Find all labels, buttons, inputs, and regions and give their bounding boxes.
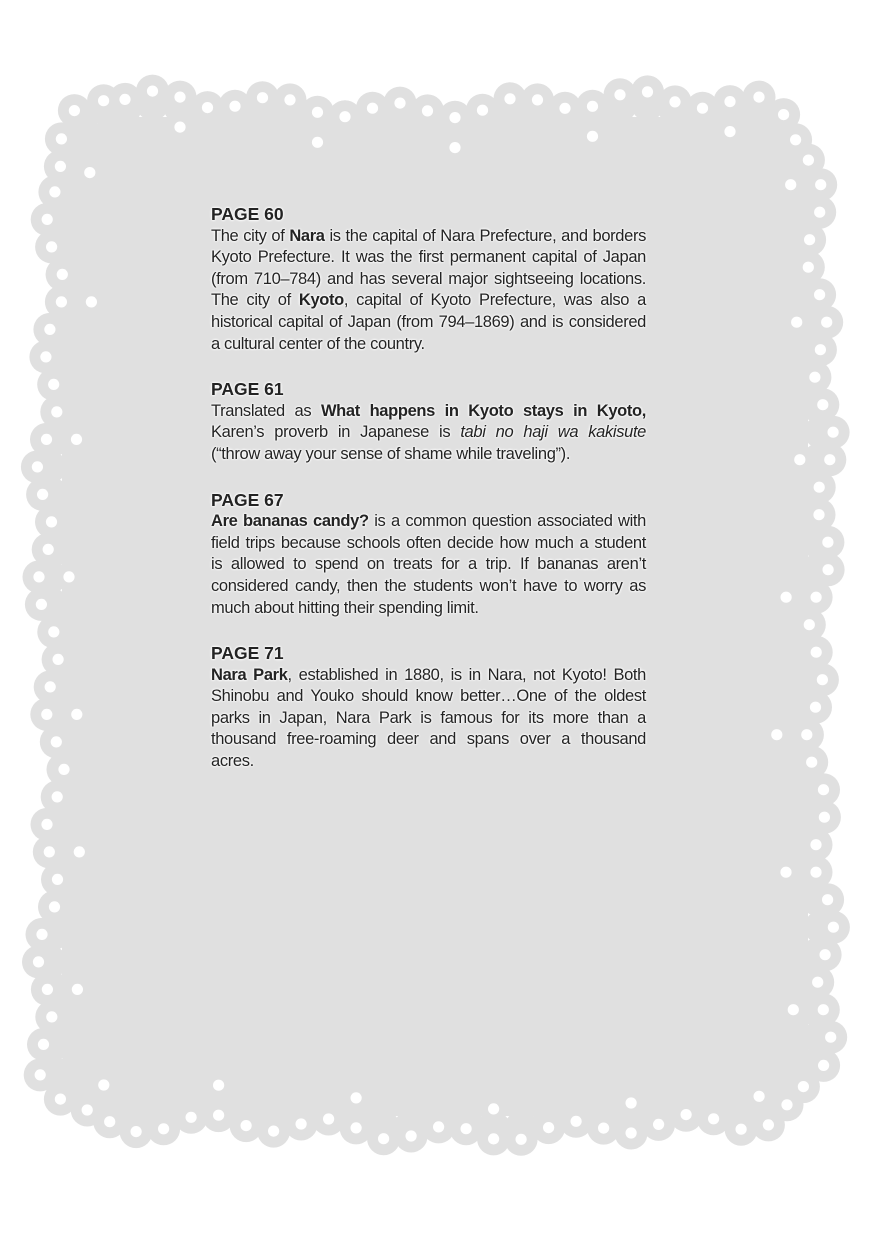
page-heading: PAGE 60 — [211, 204, 284, 224]
page-heading: PAGE 61 — [211, 379, 284, 400]
note-section-page-67 — [211, 490, 646, 620]
page-heading: PAGE 71 — [211, 643, 284, 664]
page-note-text: Are bananas candy? is a common question associated with field trips because schools often decide how much a student is allowed to spend on treats for a trip. If bananas aren’t considered candy, then the students won’t have to worry as much about hitting their spending limit. — [211, 512, 646, 617]
note-section-page-61 — [211, 379, 646, 465]
notes-content — [211, 204, 646, 797]
page-note-text: Nara Park, established in 1880, is in Nara, not Kyoto! Both Shinobu and Youko should know better…One of the oldest parks in Japan, Nara Park is famous for its more than a thousand free-roaming deer and spans over a thousand acres. — [211, 665, 646, 771]
page-note-text: Translated as What happens in Kyoto stays in Kyoto, Karen’s proverb in Japanese is tabi no haji wa kakisute (“throw away your sense of shame while traveling”). — [211, 401, 646, 463]
page-note-text: The city of Nara is the capital of Nara Prefecture, and borders Kyoto Prefecture. It was the first permanent capital of Japan (from 710–784) and has several major sightseeing locations. The city of Kyoto, capital of Kyoto Prefecture, was also a historical capital of Japan (from 794–1869) and is considered a cultural center of the country. — [211, 226, 646, 353]
note-section-page-60 — [211, 204, 646, 355]
page-heading: PAGE 67 — [211, 489, 284, 510]
note-section-page-71 — [211, 643, 646, 773]
